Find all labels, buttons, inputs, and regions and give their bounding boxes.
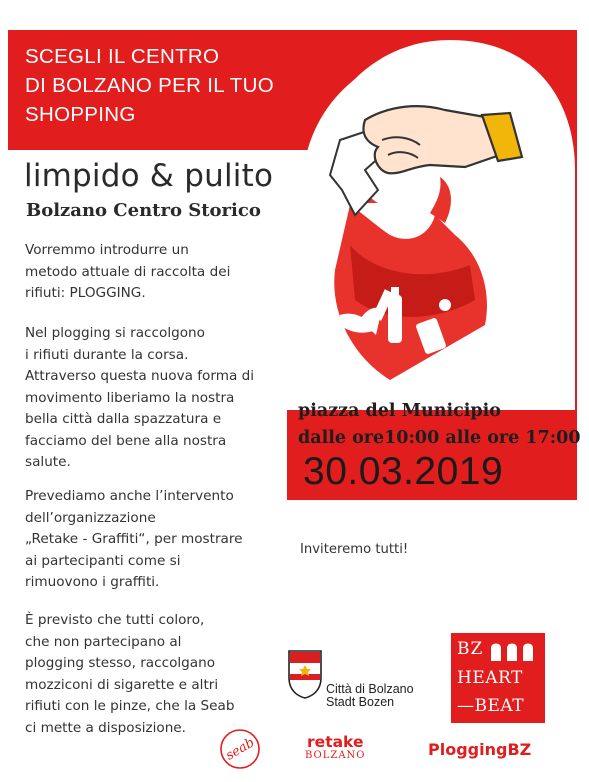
header-line: SCEGLI IL CENTRO [25, 45, 220, 68]
retake-bolzano-logo [305, 734, 366, 761]
heartbeat-line: BZ [457, 639, 484, 659]
ploggingbz-logo: PloggingBZ [428, 740, 532, 759]
seab-logo-icon [218, 727, 262, 771]
event-time: dalle ore10:00 alle ore 17:00 [298, 428, 581, 448]
city-name-it: Città di Bolzano [326, 682, 414, 696]
cigarette-paragraph: È previsto che tutti coloro, che non partecipano al plogging stesso, raccolgano mozziconi di sigarette e altri rifiuti con le pinze, che la Seab ci mette a disposizione. [25, 612, 235, 736]
bz-heartbeat-logo [451, 633, 545, 723]
intro-paragraph: Vorremmo introdurre un metodo attuale di raccolta dei rifiuti: PLOGGING. [25, 242, 231, 301]
bolzano-coat-of-arms-icon [286, 648, 324, 700]
graffiti-paragraph: Prevediamo anche l’intervento dell’organizzazione „Retake - Graffiti“, per mostrare ai partecipanti come si rimuovono i graffiti. [25, 488, 243, 590]
page-title: limpido & pulito [24, 158, 274, 194]
header-line: DI BOLZANO PER IL TUO [25, 74, 274, 97]
header-slogan [25, 42, 274, 129]
heartbeat-line: —BEAT [457, 696, 525, 716]
event-details [298, 398, 581, 452]
city-name-de: Stadt Bozen [326, 695, 395, 709]
event-date: 30.03.2019 [303, 450, 504, 493]
page-subtitle: Bolzano Centro Storico [26, 200, 261, 221]
plogging-paragraph: Nel plogging si raccolgono i rifiuti durante la corsa. Attraverso questa nuova forma di movimento liberiamo la nostra bella città dalla spazzatura e facciamo del bene alla nostra salute. [25, 325, 255, 470]
city-logo-text [326, 683, 414, 709]
seab-text: seab [223, 735, 258, 764]
event-place: piazza del Municipio [298, 401, 501, 421]
invite-text: Inviteremo tutti! [300, 542, 409, 557]
heartbeat-line: HEART [457, 668, 523, 688]
retake-city: BOLZANO [305, 750, 366, 761]
arches-icon [489, 640, 539, 662]
hand-holding-trash-bag-icon [270, 95, 540, 395]
header-line: SHOPPING [25, 103, 136, 126]
retake-title: retake [307, 733, 364, 751]
